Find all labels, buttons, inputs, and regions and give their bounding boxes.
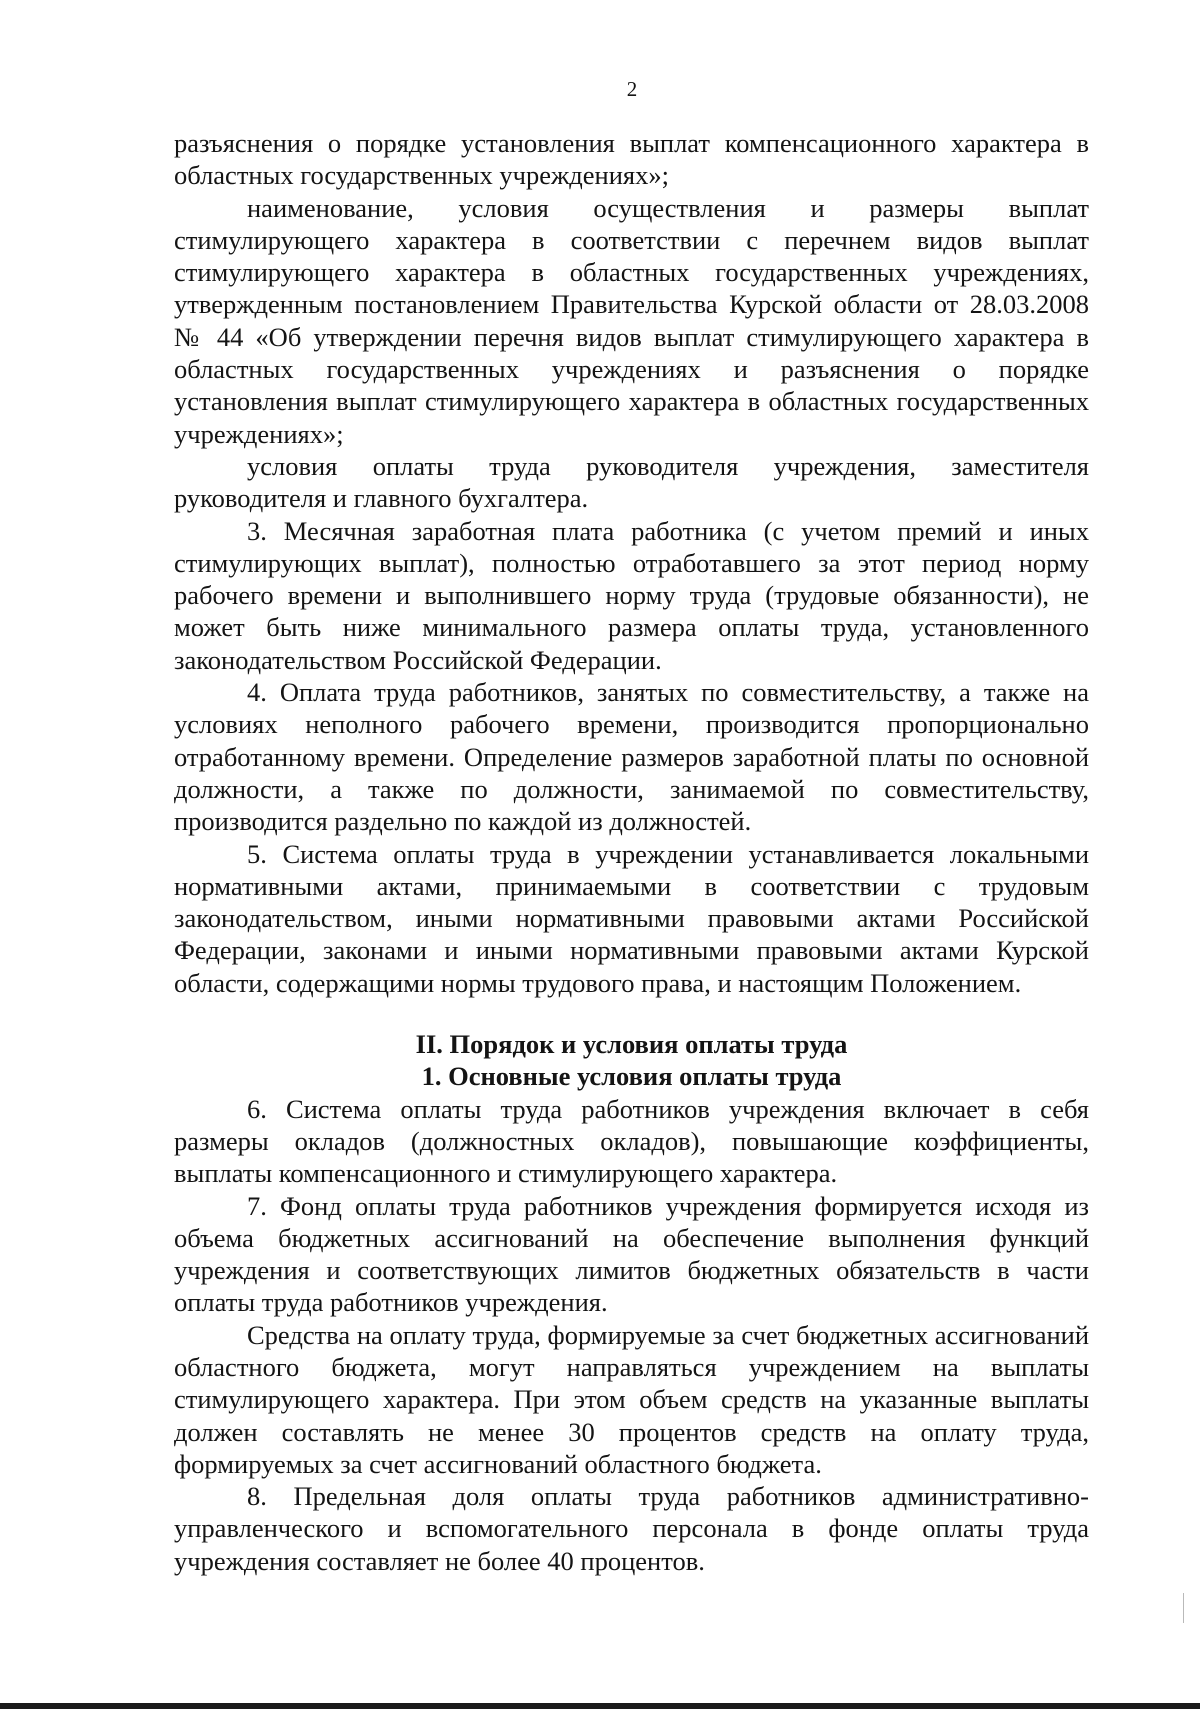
document-body: [174, 127, 1089, 1577]
section-heading: II. Порядок и условия оплаты труда: [415, 1029, 848, 1060]
paragraph-stimulating-payments: наименование, условия осуществления и размеры выплат стимулирующего характера в соответствии с перечнем видов выплат стимулирующего характера в областных государственных учреждениях, утвержденным постановлением Правительства Курской области от 28.03.2008 № 44 «Об утверждении перечня видов выплат стимулирующего характера в областных государственных учреждениях и разъяснения о порядке установления выплат стимулирующего характера в областных государственных учреждениях»;: [174, 192, 1089, 449]
paragraph-item-3: 3. Месячная заработная плата работника (с учетом премий и иных стимулирующих выплат), полностью отработавшего за этот период норму рабочего времени и выполнившего норму труда (трудовые обязанности), не может быть ниже минимального размера оплаты труда, установленного законодательством Российской Федерации.: [174, 515, 1089, 675]
paragraph-item-6: 6. Система оплаты труда работников учреждения включает в себя размеры окладов (должностных окладов), повышающие коэффициенты, выплаты компенсационного и стимулирующего характера.: [174, 1093, 1089, 1189]
paragraph-funds: Средства на оплату труда, формируемые за счет бюджетных ассигнований областного бюджета, могут направляться учреждением на выплаты стимулирующего характера. При этом объем средств на указанные выплаты должен составлять не менее 30 процентов средств на оплату труда, формируемых за счет ассигнований областного бюджета.: [174, 1319, 1089, 1479]
paragraph-continuation: разъяснения о порядке установления выплат компенсационного характера в областных государственных учреждениях»;: [174, 128, 1089, 191]
paragraph-item-8: 8. Предельная доля оплаты труда работников административно-управленческого и вспомогательного персонала в фонде оплаты труда учреждения составляет не более 40 процентов.: [174, 1481, 1089, 1576]
subsection-heading: 1. Основные условия оплаты труда: [421, 1061, 842, 1092]
paragraph-item-4: 4. Оплата труда работников, занятых по совместительству, а также на условиях неполного рабочего времени, производится пропорционально отработанному времени. Определение размеров заработной платы по основной должности, а также по должности, занимаемой по совместительству, производится раздельно по каждой из должностей.: [174, 677, 1089, 837]
paragraph-management-pay: условия оплаты труда руководителя учреждения, заместителя руководителя и главного бухгалтера.: [174, 450, 1089, 514]
bottom-edge-rule: [0, 1703, 1200, 1709]
paragraph-item-5: 5. Система оплаты труда в учреждении устанавливается локальными нормативными актами, принимаемыми в соответствии с трудовым законодательством, иными нормативными правовыми актами Российской Федерации, законами и иными нормативными правовыми актами Курской области, содержащими нормы трудового права, и настоящим Положением.: [174, 838, 1089, 998]
page-number: 2: [626, 77, 638, 101]
paragraph-item-7: 7. Фонд оплаты труда работников учреждения формируется исходя из объема бюджетных ассигнований на обеспечение выполнения функций учреждения и соответствующих лимитов бюджетных обязательств в части оплаты труда работников учреждения.: [174, 1190, 1089, 1318]
scan-artifact: [1183, 1593, 1184, 1623]
